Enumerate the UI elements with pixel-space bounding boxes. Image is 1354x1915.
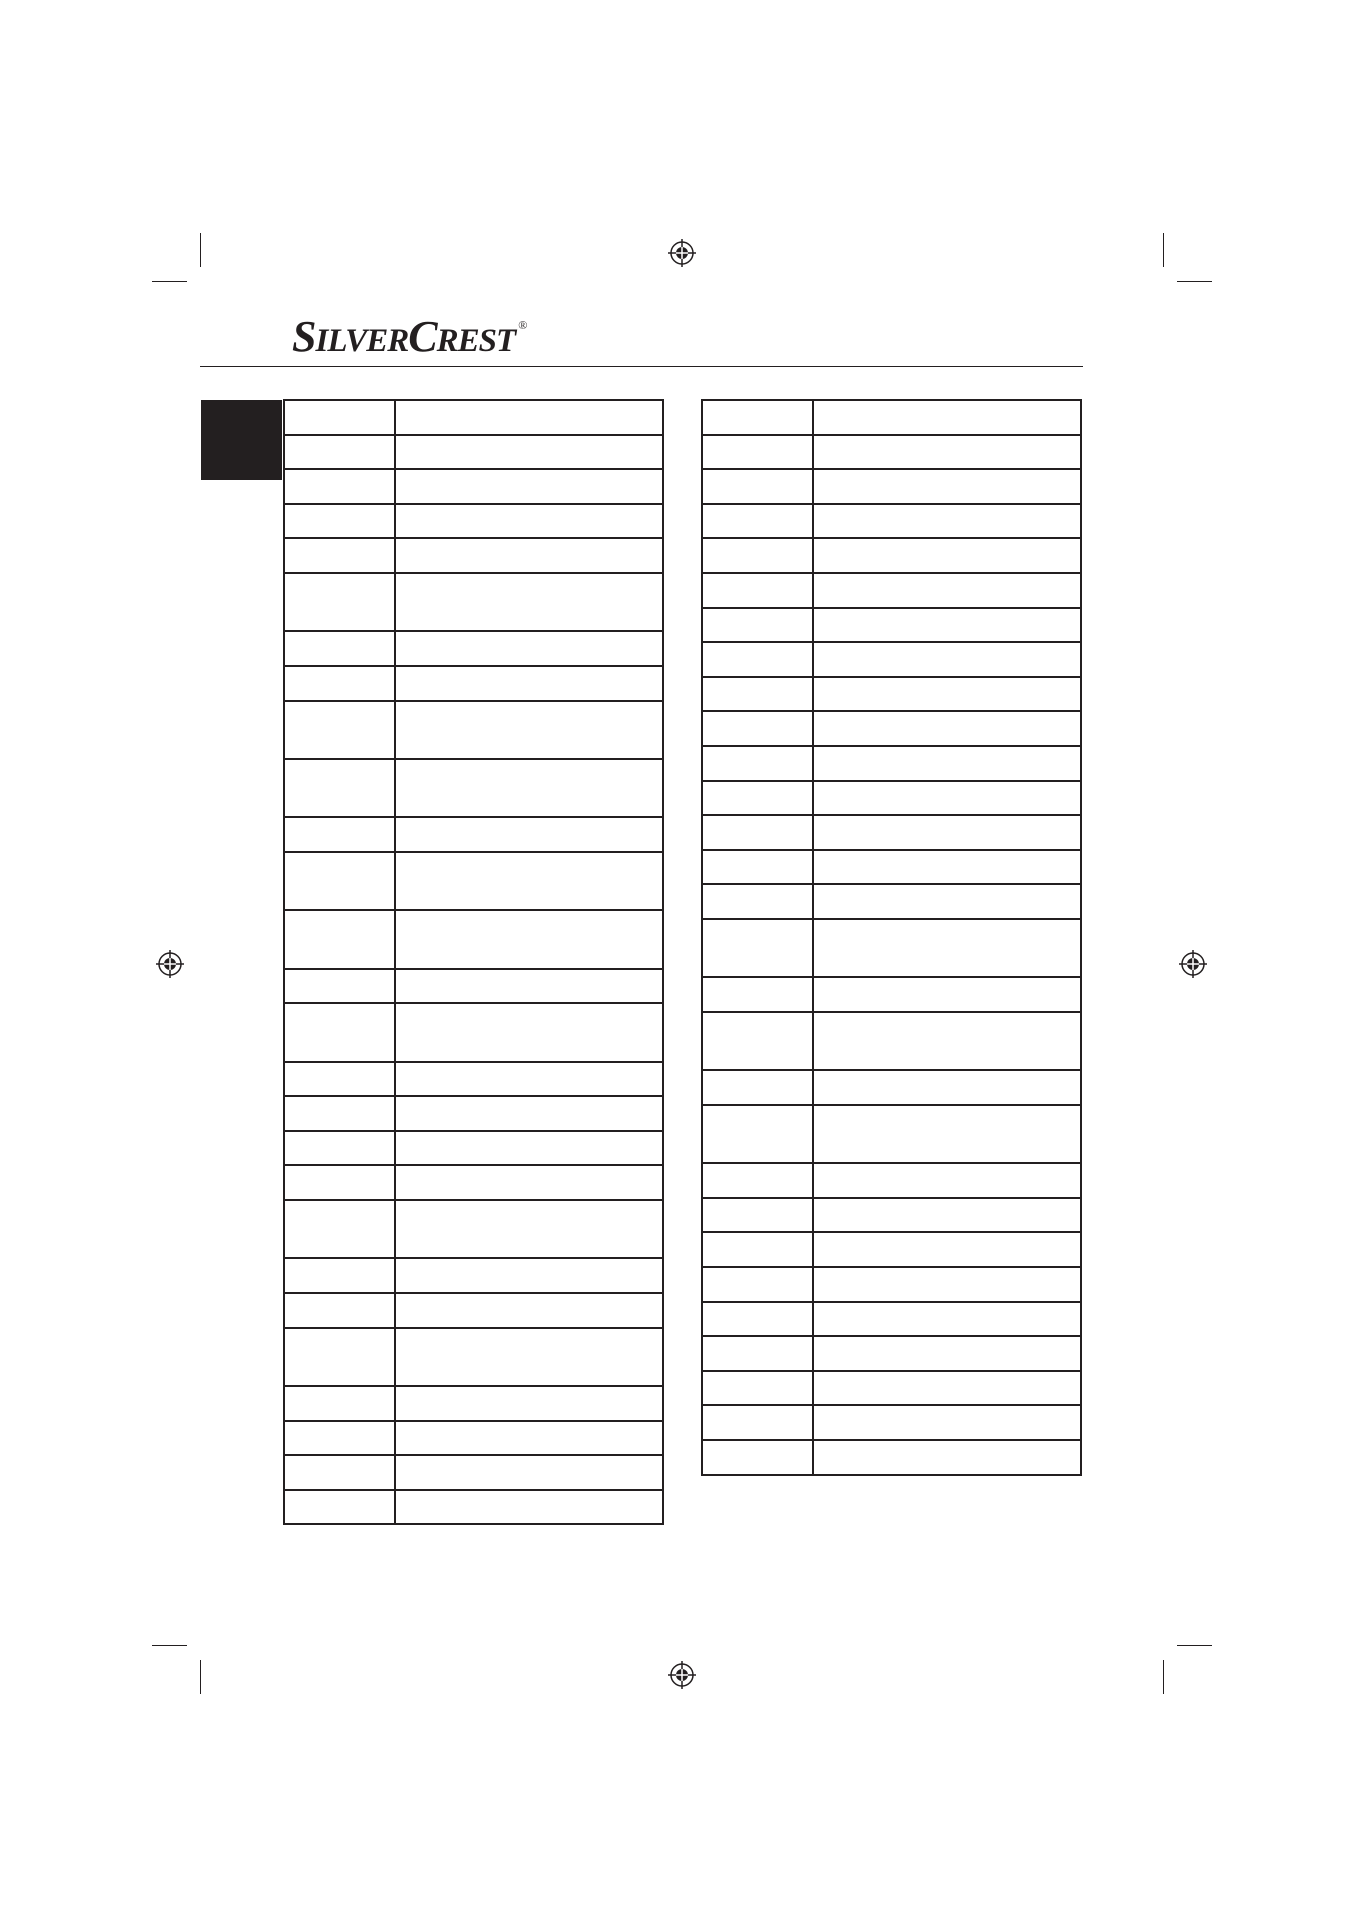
table-cell-translation	[813, 642, 1081, 677]
table-cell-term	[702, 469, 813, 504]
table-cell-term	[284, 759, 395, 817]
table-cell-translation	[813, 1336, 1081, 1371]
table-row	[702, 504, 1081, 539]
table-cell-translation	[395, 538, 663, 573]
table-cell-term	[284, 1200, 395, 1258]
table-cell-translation	[813, 781, 1081, 816]
table-cell-term	[702, 677, 813, 712]
table-cell-term	[284, 504, 395, 539]
table-cell-term	[702, 400, 813, 435]
table-cell-translation	[813, 1198, 1081, 1233]
table-cell-term	[284, 1455, 395, 1490]
table-cell-translation	[813, 608, 1081, 643]
table-cell-term	[702, 573, 813, 608]
table-row	[702, 1163, 1081, 1198]
table-cell-term	[284, 1421, 395, 1456]
table-cell-term	[702, 608, 813, 643]
table-row	[702, 1371, 1081, 1406]
table-cell-translation	[395, 1096, 663, 1131]
table-cell-translation	[813, 711, 1081, 746]
table-row	[702, 977, 1081, 1012]
table-cell-term	[284, 1096, 395, 1131]
table-cell-translation	[813, 1267, 1081, 1302]
table-cell-translation	[395, 1165, 663, 1200]
table-cell-translation	[813, 1105, 1081, 1163]
table-cell-translation	[813, 1371, 1081, 1406]
table-row	[702, 1267, 1081, 1302]
table-cell-translation	[395, 1455, 663, 1490]
crop-mark-top-right-horizontal	[1177, 281, 1212, 282]
table-cell-term	[702, 1232, 813, 1267]
table-cell-translation	[813, 815, 1081, 850]
table-cell-translation	[395, 701, 663, 759]
table-cell-term	[702, 1440, 813, 1475]
logo-letter: S	[292, 312, 316, 361]
table-row	[702, 1012, 1081, 1070]
table-cell-translation	[813, 1232, 1081, 1267]
table-row	[702, 781, 1081, 816]
table-cell-term	[284, 1258, 395, 1293]
header-divider	[200, 366, 1083, 367]
table-row	[284, 852, 663, 910]
table-cell-translation	[395, 435, 663, 470]
table-row	[702, 400, 1081, 435]
table-cell-term	[284, 1003, 395, 1061]
table-cell-term	[702, 1405, 813, 1440]
table-cell-translation	[813, 850, 1081, 885]
table-cell-translation	[395, 573, 663, 631]
table-row	[702, 538, 1081, 573]
table-cell-term	[284, 1328, 395, 1386]
table-cell-term	[702, 1267, 813, 1302]
table-row	[284, 759, 663, 817]
table-cell-translation	[395, 1062, 663, 1097]
table-cell-term	[284, 1131, 395, 1166]
table-cell-translation	[395, 1293, 663, 1328]
table-cell-translation	[813, 1405, 1081, 1440]
table-cell-translation	[813, 1070, 1081, 1105]
term-table-right	[701, 399, 1082, 1476]
table-cell-term	[702, 1336, 813, 1371]
table-cell-term	[702, 711, 813, 746]
table-cell-term	[702, 1070, 813, 1105]
table-cell-term	[702, 781, 813, 816]
table-cell-term	[702, 538, 813, 573]
table-row	[284, 1455, 663, 1490]
table-cell-translation	[395, 1200, 663, 1258]
table-cell-translation	[813, 1302, 1081, 1337]
table-cell-translation	[395, 1386, 663, 1421]
table-row	[284, 666, 663, 701]
table-row	[284, 1062, 663, 1097]
table-row	[702, 608, 1081, 643]
table-row	[284, 910, 663, 968]
table-row	[284, 1386, 663, 1421]
crop-mark-bottom-left-vertical	[200, 1660, 201, 1694]
table-cell-term	[284, 1386, 395, 1421]
table-row	[284, 817, 663, 852]
table-row	[284, 1490, 663, 1525]
table-row	[284, 1328, 663, 1386]
table-cell-translation	[813, 1012, 1081, 1070]
table-row	[702, 746, 1081, 781]
table-cell-term	[284, 631, 395, 666]
brand-logo	[292, 312, 527, 361]
table-cell-term	[284, 538, 395, 573]
registered-mark: ®	[518, 318, 527, 332]
table-cell-translation	[813, 538, 1081, 573]
table-cell-term	[284, 852, 395, 910]
table-cell-term	[702, 815, 813, 850]
table-cell-translation	[813, 919, 1081, 977]
table-cell-translation	[813, 573, 1081, 608]
table-row	[284, 469, 663, 504]
table-cell-term	[284, 573, 395, 631]
table-cell-term	[702, 1163, 813, 1198]
table-cell-term	[284, 435, 395, 470]
table-cell-translation	[395, 400, 663, 435]
logo-letters: ILVER	[315, 323, 409, 359]
table-row	[284, 1003, 663, 1061]
language-side-tab	[201, 400, 282, 480]
table-cell-term	[702, 504, 813, 539]
table-row	[702, 850, 1081, 885]
crop-mark-bottom-left-horizontal	[152, 1645, 187, 1646]
table-row	[702, 815, 1081, 850]
table-cell-term	[702, 435, 813, 470]
table-row	[284, 1200, 663, 1258]
table-row	[702, 1440, 1081, 1475]
table-cell-term	[702, 977, 813, 1012]
table-row	[702, 1336, 1081, 1371]
table-cell-translation	[395, 1421, 663, 1456]
table-cell-translation	[395, 1131, 663, 1166]
table-cell-translation	[395, 1328, 663, 1386]
table-cell-term	[284, 969, 395, 1004]
table-cell-translation	[395, 759, 663, 817]
table-row	[702, 884, 1081, 919]
table-row	[702, 1405, 1081, 1440]
table-row	[702, 642, 1081, 677]
table-cell-translation	[813, 1440, 1081, 1475]
table-cell-term	[284, 1490, 395, 1525]
registration-mark-icon	[667, 238, 697, 268]
table-row	[702, 1070, 1081, 1105]
table-cell-term	[702, 1105, 813, 1163]
table-cell-term	[702, 1012, 813, 1070]
table-cell-term	[284, 400, 395, 435]
crop-mark-top-left-horizontal	[152, 281, 187, 282]
table-cell-translation	[395, 504, 663, 539]
table-cell-translation	[813, 677, 1081, 712]
crop-mark-top-right-vertical	[1163, 233, 1164, 267]
crop-mark-top-left-vertical	[200, 233, 201, 267]
table-row	[702, 677, 1081, 712]
table-cell-translation	[813, 1163, 1081, 1198]
table-cell-term	[702, 884, 813, 919]
table-cell-translation	[395, 666, 663, 701]
table-row	[284, 631, 663, 666]
table-cell-term	[702, 1371, 813, 1406]
table-row	[702, 1232, 1081, 1267]
table-cell-term	[702, 850, 813, 885]
table-cell-translation	[395, 852, 663, 910]
table-cell-term	[284, 910, 395, 968]
table-cell-translation	[395, 1490, 663, 1525]
table-row	[284, 1096, 663, 1131]
table-cell-term	[284, 1293, 395, 1328]
logo-letter: C	[408, 312, 437, 361]
table-cell-term	[284, 817, 395, 852]
table-row	[284, 1131, 663, 1166]
table-cell-term	[284, 469, 395, 504]
table-cell-translation	[813, 884, 1081, 919]
registration-mark-icon	[155, 949, 185, 979]
table-cell-translation	[395, 969, 663, 1004]
table-cell-term	[702, 919, 813, 977]
table-cell-translation	[395, 469, 663, 504]
table-cell-term	[284, 1062, 395, 1097]
table-row	[284, 969, 663, 1004]
table-cell-term	[284, 701, 395, 759]
table-cell-term	[702, 642, 813, 677]
table-cell-translation	[813, 469, 1081, 504]
table-row	[284, 1165, 663, 1200]
term-table-left	[283, 399, 664, 1525]
table-cell-translation	[395, 631, 663, 666]
table-row	[284, 400, 663, 435]
table-row	[702, 919, 1081, 977]
table-cell-term	[702, 1198, 813, 1233]
table-cell-term	[284, 666, 395, 701]
table-cell-translation	[813, 977, 1081, 1012]
table-cell-term	[284, 1165, 395, 1200]
table-cell-translation	[813, 504, 1081, 539]
registration-mark-icon	[667, 1660, 697, 1690]
table-cell-term	[702, 746, 813, 781]
table-cell-translation	[395, 1003, 663, 1061]
table-row	[284, 538, 663, 573]
crop-mark-bottom-right-horizontal	[1177, 1645, 1212, 1646]
table-row	[702, 1105, 1081, 1163]
table-row	[702, 711, 1081, 746]
logo-letters: REST	[436, 323, 516, 359]
table-row	[284, 573, 663, 631]
table-cell-translation	[395, 910, 663, 968]
table-row	[284, 1293, 663, 1328]
table-row	[702, 1198, 1081, 1233]
table-row	[702, 435, 1081, 470]
table-row	[702, 469, 1081, 504]
table-row	[702, 573, 1081, 608]
table-row	[284, 1258, 663, 1293]
table-cell-translation	[395, 1258, 663, 1293]
table-cell-term	[702, 1302, 813, 1337]
table-row	[284, 701, 663, 759]
table-cell-translation	[395, 817, 663, 852]
table-row	[284, 504, 663, 539]
table-row	[702, 1302, 1081, 1337]
table-row	[284, 435, 663, 470]
registration-mark-icon	[1178, 949, 1208, 979]
crop-mark-bottom-right-vertical	[1163, 1660, 1164, 1694]
table-cell-translation	[813, 435, 1081, 470]
table-cell-translation	[813, 746, 1081, 781]
table-cell-translation	[813, 400, 1081, 435]
table-row	[284, 1421, 663, 1456]
